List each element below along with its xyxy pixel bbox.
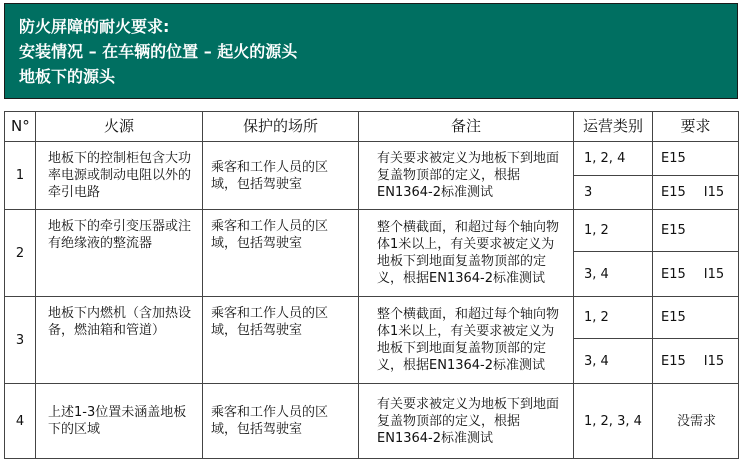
fire-source-cell: 地板下内燃机（含加热设备，燃油箱和管道） — [36, 297, 203, 384]
col-header-area: 保护的场所 — [203, 112, 359, 142]
requirement-value: I15 — [703, 185, 725, 200]
col-header-source: 火源 — [36, 112, 203, 142]
requirement-cell — [653, 297, 739, 339]
title-line: 安装情况 – 在车辆的位置 – 起火的源头 — [19, 42, 298, 61]
requirement-value: E15 — [661, 223, 686, 238]
requirement-value: E15 — [661, 185, 686, 200]
note-cell: 整个横截面，和超过每个轴向物体1米以上，有关要求被定义为地板下到地面复盖物顶部的定义，根据EN1364-2标准测试 — [359, 210, 574, 297]
requirement-value: E15 — [661, 310, 686, 325]
note-cell: 整个横截面，和超过每个轴向物体1米以上，有关要求被定义为地板下到地面复盖物顶部的定义，根据EN1364-2标准测试 — [359, 297, 574, 384]
col-header-op-category: 运营类别 — [574, 112, 653, 142]
fire-barrier-table — [4, 111, 739, 459]
fire-source-cell: 上述1-3位置未涵盖地板下的区域 — [36, 384, 203, 459]
op-category-cell: 1, 2, 4 — [574, 142, 653, 176]
op-category-cell: 1, 2 — [574, 297, 653, 339]
requirement-value: E15 — [661, 266, 686, 282]
requirement-cell — [653, 210, 739, 252]
requirement-value: E15 — [661, 353, 686, 369]
op-category-cell: 3 — [574, 176, 653, 210]
protected-area-cell: 乘客和工作人员的区域，包括驾驶室 — [203, 142, 359, 210]
col-header-requirement: 要求 — [653, 112, 739, 142]
title-line: 地板下的源头 — [19, 67, 116, 86]
protected-area-cell: 乘客和工作人员的区域，包括驾驶室 — [203, 384, 359, 459]
protected-area-cell: 乘客和工作人员的区域，包括驾驶室 — [203, 210, 359, 297]
table-row — [5, 142, 739, 176]
row-number: 1 — [5, 142, 36, 210]
requirement-cell — [653, 384, 739, 459]
requirement-value: I15 — [703, 266, 725, 282]
note-cell: 有关要求被定义为地板下到地面复盖物顶部的定义，根据EN1364-2标准测试 — [359, 384, 574, 459]
requirement-value: I15 — [703, 353, 725, 369]
requirement-cell — [653, 142, 739, 176]
op-category-cell: 3, 4 — [574, 252, 653, 297]
requirement-value: 没需求 — [676, 413, 716, 429]
fire-source-cell: 地板下的控制柜包含大功率电源或制动电阻以外的牵引电路 — [36, 142, 203, 210]
requirement-value: E15 — [661, 151, 686, 166]
table-row — [5, 210, 739, 252]
title-banner — [4, 3, 738, 99]
requirement-cell — [653, 252, 739, 297]
row-number: 3 — [5, 297, 36, 384]
table-row — [5, 297, 739, 339]
fire-source-cell: 地板下的牵引变压器或注有绝缘液的整流器 — [36, 210, 203, 297]
col-header-no: N° — [5, 112, 36, 142]
table-row — [5, 384, 739, 459]
requirement-cell — [653, 176, 739, 210]
note-cell: 有关要求被定义为地板下到地面复盖物顶部的定义，根据EN1364-2标准测试 — [359, 142, 574, 210]
row-number: 4 — [5, 384, 36, 459]
col-header-note: 备注 — [359, 112, 574, 142]
op-category-cell: 3, 4 — [574, 339, 653, 384]
requirement-cell — [653, 339, 739, 384]
row-number: 2 — [5, 210, 36, 297]
op-category-cell: 1, 2, 3, 4 — [574, 384, 653, 459]
protected-area-cell: 乘客和工作人员的区域，包括驾驶室 — [203, 297, 359, 384]
op-category-cell: 1, 2 — [574, 210, 653, 252]
table-header-row — [5, 112, 739, 142]
title-line: 防火屏障的耐火要求: — [19, 17, 170, 36]
